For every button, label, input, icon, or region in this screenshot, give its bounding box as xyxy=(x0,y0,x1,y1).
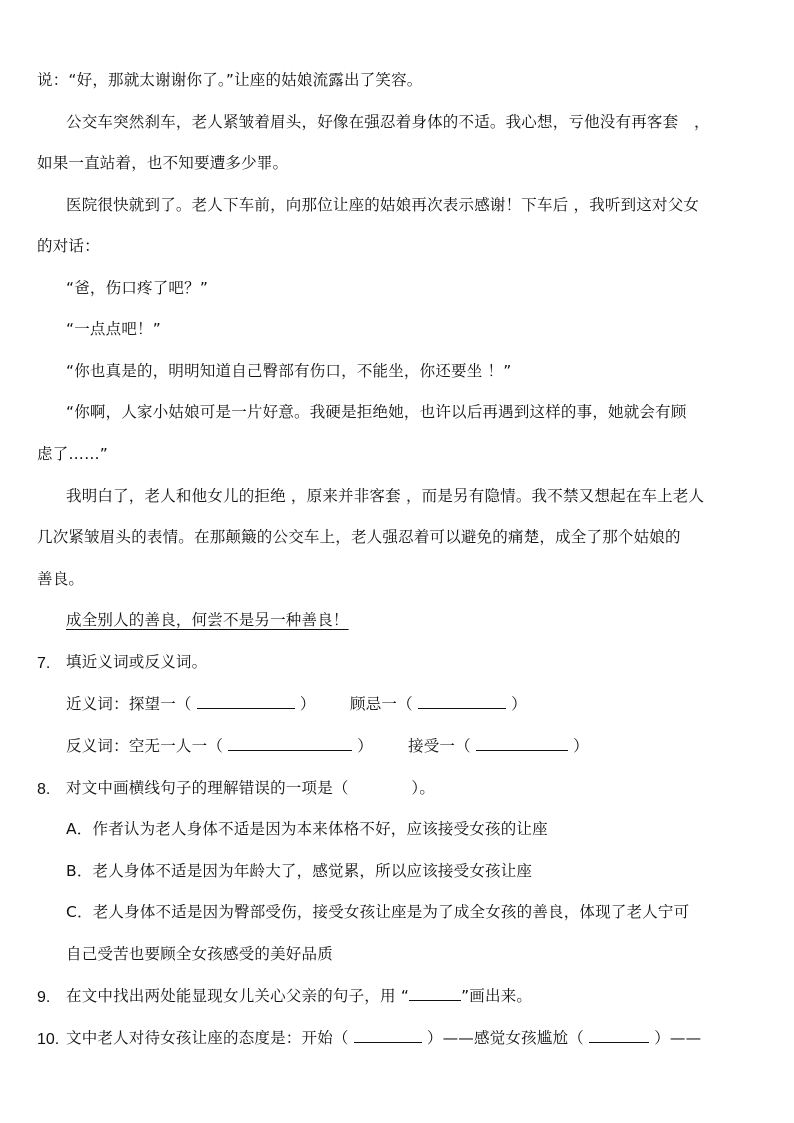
antonym-row xyxy=(66,736,373,756)
answer-blank[interactable] xyxy=(228,736,352,751)
question-stem-part: ）——感觉女孩尴尬（ xyxy=(426,1029,584,1047)
question-stem-part: ”画出来。 xyxy=(461,987,533,1005)
passage-line: 医院很快就到了。老人下车前，向那位让座的姑娘再次表示感谢！下车后 ，我听到这对父女 xyxy=(66,196,700,214)
question-number: 8. xyxy=(37,781,51,798)
passage-line: 几次紧皱眉头的表情。在那颠簸的公交车上，老人强忍着可以避免的痛楚，成全了那个姑娘的 xyxy=(37,528,681,546)
passage-line: 如果一直站着，也不知要遭多少罪。 xyxy=(37,154,289,172)
antonym-label: 反义词： xyxy=(66,737,129,755)
answer-blank[interactable] xyxy=(418,694,506,709)
paren-close: ） xyxy=(573,737,589,755)
answer-blank[interactable] xyxy=(589,1028,649,1043)
dialogue-line: “爸，伤口疼了吧？” xyxy=(66,279,209,297)
question-stem-part: 文中老人对待女孩让座的态度是：开始（ xyxy=(66,1029,349,1047)
underline-sample xyxy=(409,986,461,1001)
passage-line: 说：“好，那就太谢谢你了。”让座的姑娘流露出了笑容。 xyxy=(37,71,423,89)
passage-line: 公交车突然刹车，老人紧皱着眉头，好像在强忍着身体的不适。我心想，亏他没有再客套 ， xyxy=(66,113,710,131)
word-prompt: 探望一（ xyxy=(128,695,192,713)
passage-line: 善良。 xyxy=(37,570,85,588)
question-stem xyxy=(66,1028,701,1048)
word-prompt: 接受一（ xyxy=(408,737,471,755)
question-stem: 对文中画横线句子的理解错误的一项是（ ）。 xyxy=(66,779,436,797)
option-c[interactable]: C．老人身体不适是因为臀部受伤，接受女孩让座是为了成全女孩的善良，体现了老人宁可 xyxy=(66,903,690,921)
dialogue-line: “你啊，人家小姑娘可是一片好意。我硬是拒绝她，也许以后再遇到这样的事，她就会有顾 xyxy=(66,403,687,421)
synonym-item xyxy=(350,694,527,714)
passage-line: 我明白了，老人和他女儿的拒绝 ，原来并非客套 ，而是另有隐情。我不禁又想起在车上老人 xyxy=(66,487,705,505)
answer-blank[interactable] xyxy=(354,1028,422,1043)
question-number: 7. xyxy=(37,655,51,672)
question-stem-part: ）—— xyxy=(654,1029,702,1047)
paren-close: ） xyxy=(511,695,527,713)
dialogue-line: “你也真是的，明明知道自己臀部有伤口，不能坐，你还要坐 ！” xyxy=(66,362,512,380)
word-prompt: 空无一人一（ xyxy=(128,737,224,755)
underlined-sentence: 成全别人的善良，何尝不是另一种善良！ xyxy=(66,611,349,629)
answer-blank[interactable] xyxy=(476,736,568,751)
question-stem-part: 在文中找出两处能显现女儿关心父亲的句子，用 “ xyxy=(66,987,410,1005)
passage-line: 的对话： xyxy=(37,237,100,255)
question-number: 9. xyxy=(37,989,51,1006)
question-stem: 填近义词或反义词。 xyxy=(66,653,208,671)
option-a[interactable]: A．作者认为老人身体不适是因为本来体格不好，应该接受女孩的让座 xyxy=(66,820,548,838)
paren-close: ） xyxy=(357,737,373,755)
question-stem xyxy=(66,986,532,1006)
option-c-continued: 自己受苦也要顾全女孩感受的美好品质 xyxy=(66,945,333,963)
question-number: 10. xyxy=(37,1031,60,1048)
synonym-row xyxy=(66,694,316,714)
antonym-item xyxy=(408,736,589,756)
answer-blank[interactable] xyxy=(197,694,295,709)
option-b[interactable]: B．老人身体不适是因为年龄大了，感觉累，所以应该接受女孩让座 xyxy=(66,862,533,880)
paren-close: ） xyxy=(299,695,316,713)
synonym-label: 近义词： xyxy=(66,695,129,713)
word-prompt: 顾忌一（ xyxy=(350,695,413,713)
dialogue-line: 虑了……” xyxy=(37,445,109,463)
dialogue-line: “一点点吧！” xyxy=(66,320,161,338)
